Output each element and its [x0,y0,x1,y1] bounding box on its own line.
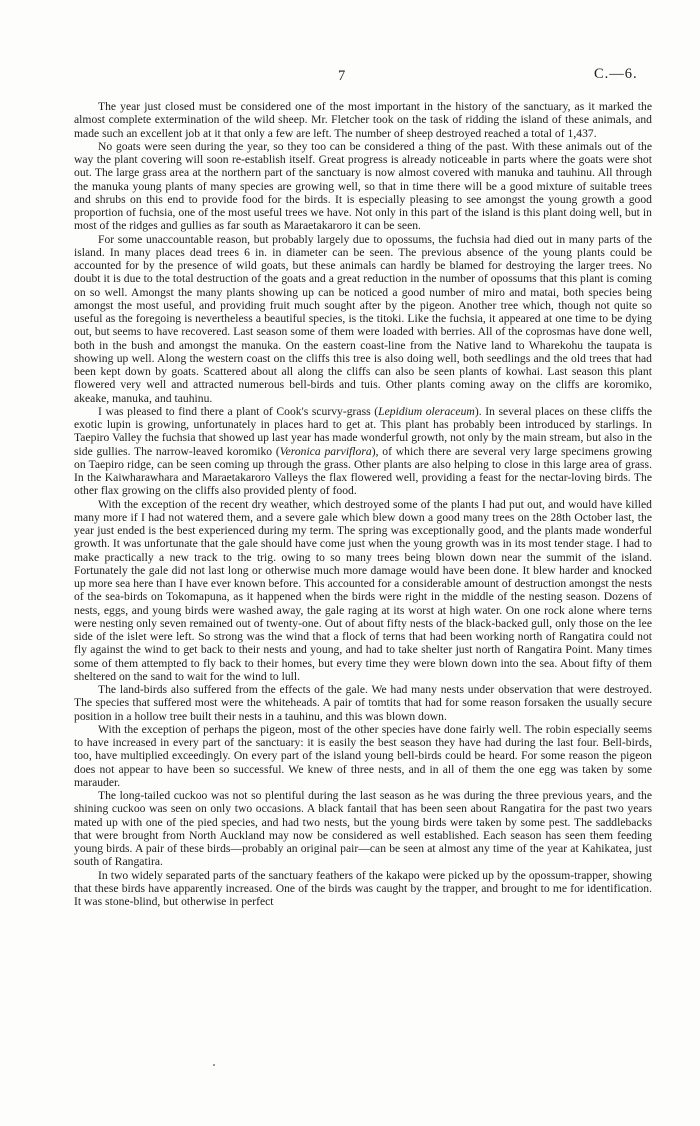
paragraph-sheep-extermination: The year just closed must be considered one of the most important in the history of the sanctuary, as it marked the almost complete extermination of the wild sheep. Mr. Fletcher took on the task of ridding the island of these animals, and made such an excellent job at it that only a few are left. The number of sheep destroyed reached a total of 1,437. [74,100,652,140]
paragraph-cuckoo-saddlebacks: The long-tailed cuckoo was not so plentiful during the last season as he was during the three previous years, and the shining cuckoo was seen on only two occasions. A black fantail that has been seen about Rangatira for the past two years mated up with one of the pied species, and had two nests, but the young birds were taken by some pest. The saddlebacks that were brought from North Auckland may now be considered as well established. Each season has seen them feeding young birds. A pair of these birds—probably an original pair—can be seen at almost any time of the year at Kahikatea, just south of Rangatira. [74,789,652,869]
species-name: Lepidium oleraceum [378,404,475,418]
page-number: 7 [338,68,346,84]
document-reference: C.—6. [594,66,638,82]
body-text [74,100,652,908]
paragraph-bird-species: With the exception of perhaps the pigeon, most of the other species have done fairly well. The robin especially seems to have increased in every part of the sanctuary: it is easily the best season they have had during the last four. Bell-birds, too, have multiplied exceedingly. On every part of the island young bell-birds could be heard. For some reason the pigeon does not appear to have been so successful. We knew of three nests, and in all of them the one egg was taken by some marauder. [74,722,652,789]
paragraph-kakapo: In two widely separated parts of the sanctuary feathers of the kakapo were picked up by the opossum-trapper, showing that these birds have apparently increased. One of the birds was caught by the trapper, and brought to me for identification. It was stone-blind, but otherwise in perfect [74,868,652,908]
species-name: Veronica parviflora [279,444,372,458]
paragraph-fuchsia-plants: For some unaccountable reason, but probably largely due to opossums, the fuchsia had died out in many parts of the island. In many places dead trees 6 in. in diameter can be seen. The previous absence of the young plants could be accounted for by the presence of wild goats, but these animals can hardly be blamed for destroying the larger trees. No doubt it is due to the total destruction of the goats and a great reduction in the number of opossums that this plant is coming on so well. Amongst the many plants showing up can be noticed a good number of miro and matai, both species being amongst the most useful, and providing fruit much sought after by the pigeon. Another tree which, though not quite so useful as the foregoing is nevertheless a beautiful species, is the titoki. Like the fuchsia, it appeared at one time to be dying out, but seems to have recovered. Last season some of them were loaded with berries. All of the coprosmas have done well, both in the bush and amongst the manuka. On the eastern coast-line from the Native land to Wharekohu the taupata is showing up well. Along the western coast on the cliffs this tree is also doing well, both seedlings and the old trees that had been kept down by goats. Scattered about all along the cliffs can also be seen plants of kowhai. Last season this plant flowered very well and attracted numerous bell-birds and tuis. Other plants coming away on the cliffs are koromiko, akeake, manuka, and tauhinu. [74,232,652,405]
paragraph-gale-damage: With the exception of the recent dry weather, which destroyed some of the plants I had put out, and would have killed many more if I had not watered them, and a severe gale which blew down a good many trees on the 28th October last, the year just ended is the best experienced during my term. The spring was exceptionally good, and the plants made wonderful growth. It was unfortunate that the gale should have come just when the young growth was in its most tender stage. I had to make practically a new track to the trig. owing to so many trees being blown down near the summit of the island. Fortunately the gale did not last long or otherwise much more damage would have been done. It blew harder and knocked up more sea here than I have ever known before. This accounted for a considerable amount of destruction amongst the nests of the sea-birds on Tokomapuna, as it happened when the birds were right in the middle of the nesting season. Dozens of nests, eggs, and young birds were washed away, the gale raging at its worst at high water. On one rock alone where terns were nesting only seven remained out of twenty-one. Out of about fifty nests of the black-backed gull, only those on the lee side of the islet were left. So strong was the wind that a flock of terns that had been working north of Rangatira could not fly against the wind to get back to their nests and young, and had to take shelter just north of Rangatira Point. Many times some of them attempted to fly back to their homes, but every time they were blown down into the sea. About fifty of them sheltered on the sand to wait for the wind to lull. [74,497,652,683]
paragraph-cliff-plants: I was pleased to find there a plant of Cook's scurvy-grass (Lepidium oleraceum). In several places on these cliffs the exotic lupin is growing, unfortunately in places hard to get at. This plant has probably been introduced by starlings. In Taepiro Valley the fuchsia that showed up last year has made wonderful growth, not only by the main stream, but also in the side gullies. The narrow-leaved koromiko (Veronica parviflora), of which there are several very large specimens growing on Taepiro ridge, can be seen coming up through the grass. Other plants are also helping to close in this large area of grass. In the Kaiwharawhara and Maraetakaroro Valleys the flax flowered well, providing a feast for the nectar-loving birds. The other flax growing on the cliffs also provided plenty of food. [74,404,652,498]
paragraph-land-birds: The land-birds also suffered from the effects of the gale. We had many nests under observation that were destroyed. The species that suffered most were the whiteheads. A pair of tomtits that had for some reason forsaken the usually secure position in a hollow tree built their nests in a tauhinu, and this was blown down. [74,683,652,723]
scan-speck [213,1064,215,1066]
paragraph-goats-vegetation: No goats were seen during the year, so they too can be considered a thing of the past. With these animals out of the way the plant covering will soon re-establish itself. Great progress is already noticeable in parts where the goats were shot out. The large grass area at the northern part of the sanctuary is now almost covered with manuka and tauhinu. All through the manuka young plants of many species are growing well, so that in time there will be a good mixture of suitable trees and shrubs on this end to provide food for the birds. It is especially pleasing to see amongst the young growth a good proportion of fuchsia, one of the most useful trees we have. Not only in this part of the island is this plant doing well, but in most of the ridges and gullies as far south as Maraetakaroro it can be seen. [74,139,652,233]
